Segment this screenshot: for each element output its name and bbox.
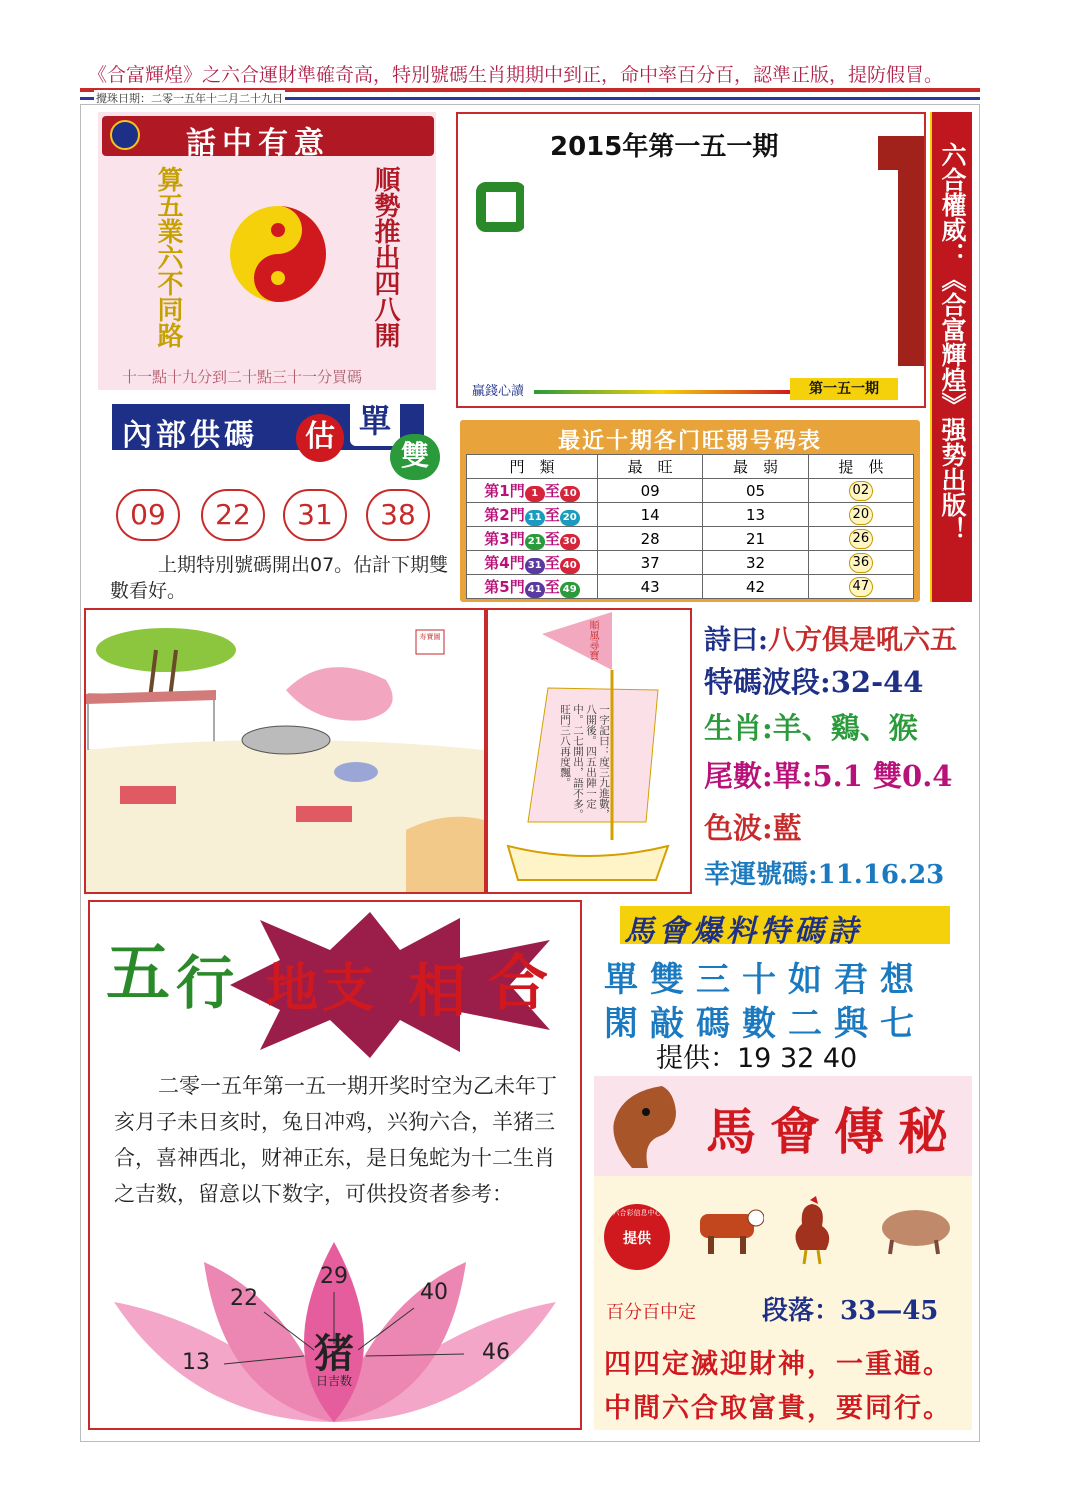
stamp-center: 提供	[623, 1231, 651, 1247]
min-value: 13	[703, 503, 808, 527]
wave-line	[704, 660, 923, 701]
poem-text: 八方俱是吼六五	[767, 625, 957, 656]
draw-date: 攪珠日期：二零一五年十二月二十九日	[96, 92, 283, 105]
secret-box	[594, 1076, 972, 1430]
color-line	[704, 806, 802, 847]
horse-poem-provide-line	[656, 1036, 857, 1075]
inner-code-note: 上期特別號碼開出07。估計下期雙數看好。	[110, 554, 449, 602]
hot-cold-table-box	[460, 420, 920, 602]
lotus-number: 46	[482, 1340, 510, 1365]
lucky-label: 幸運號碼:	[704, 860, 818, 890]
lotus-center: 猪	[314, 1330, 354, 1377]
segment-line	[762, 1290, 938, 1327]
tag-shuang: 雙	[390, 434, 440, 480]
wuxing-t5: 合	[488, 949, 548, 1019]
issue-rule	[534, 390, 790, 394]
side-banner-text: 六合權威：《合富輝煌》强势出版！	[938, 142, 967, 542]
secret-line2: 中間六合取富貴，要同行。	[604, 1393, 952, 1424]
range-start: 11	[525, 510, 545, 526]
door-label: 第1門	[484, 481, 525, 500]
min-value: 32	[703, 551, 808, 575]
horse-poem-box	[590, 900, 972, 1074]
table-header: 最 旺	[598, 455, 703, 479]
range-to: 至	[544, 505, 560, 524]
table-row	[467, 575, 914, 599]
color-value: 藍	[772, 811, 802, 845]
wuxing-box	[88, 900, 582, 1430]
table-row	[467, 527, 914, 551]
wuxing-paragraph: 二零一五年第一五一期开奖时空为乙未年丁亥月子未日亥时，兔日冲鸡，兴狗六合，羊猪三合，喜神西北，财神正东，是日兔蛇为十二生肖之吉数，留意以下数字，可供投资者参考：	[114, 1074, 557, 1206]
min-value: 05	[703, 479, 808, 503]
issue-sub-left: 贏錢心讀	[472, 384, 525, 399]
door-label: 第4門	[484, 553, 525, 572]
max-value: 43	[598, 575, 703, 599]
segment-value: 33—45	[840, 1296, 939, 1326]
range-to: 至	[544, 481, 560, 500]
max-value: 37	[598, 551, 703, 575]
lotus-number: 40	[420, 1280, 448, 1305]
number-ball: 31	[283, 489, 347, 541]
table-header: 提 供	[808, 455, 913, 479]
provide-value: 36	[849, 553, 873, 573]
sail-poem: 一字記曰：度三九進數，八開後。四五出陣一定中。二七開出，語不多。旺門三八再度飄。	[559, 704, 610, 820]
poem-line	[704, 618, 957, 657]
landscape-illustration	[86, 610, 484, 892]
provide-value: 20	[849, 505, 873, 525]
range-end: 10	[560, 486, 580, 502]
wuxing-t4: 相	[408, 957, 467, 1025]
horse-poem-line1: 單雙三十如君想	[604, 960, 926, 1000]
table-header-row	[467, 455, 914, 479]
scene-box	[84, 608, 486, 894]
lucky-line	[704, 854, 944, 891]
range-start: 21	[525, 534, 545, 550]
ox-icon	[694, 1198, 764, 1258]
tag-dan: 單	[350, 398, 400, 446]
wuxing-t3: 地支	[266, 958, 379, 1019]
table-row	[467, 503, 914, 527]
hot-cold-table	[466, 454, 914, 599]
inner-code-title: 內部供碼	[122, 418, 258, 453]
header-slogan: 《合富輝煌》之六合運財準確奇高，特別號碼生肖期期中到正，命中率百分百，認準正版，提防假冒。	[88, 64, 944, 86]
issue-box	[456, 112, 926, 408]
hint-title: 話中有意	[186, 126, 330, 161]
lotus-number: 13	[182, 1350, 210, 1375]
min-value: 42	[703, 575, 808, 599]
range-end: 20	[560, 510, 580, 526]
scene-badge: 寿寶圖	[419, 633, 441, 641]
tail-label: 尾數:	[704, 759, 773, 793]
range-to: 至	[544, 529, 560, 548]
wave-label: 特碼波段:	[704, 665, 831, 699]
number-ball: 22	[201, 489, 265, 541]
tail-odd: 5.1	[812, 759, 863, 793]
zodiac-label: 生肖:	[704, 711, 773, 745]
wuxing-t1: 五	[106, 936, 170, 1011]
table-row	[467, 551, 914, 575]
tail-odd-label: 單:	[772, 759, 813, 793]
secret-sure: 百分百中定	[606, 1302, 696, 1323]
range-end: 49	[560, 582, 580, 598]
horse-head-icon	[602, 1082, 682, 1172]
lotus-number: 22	[230, 1286, 258, 1311]
logo-icon	[110, 120, 140, 150]
sail-flag-text: 順風尋寶	[587, 620, 598, 660]
stamp	[604, 1204, 670, 1270]
range-to: 至	[544, 553, 560, 572]
hint-footer: 十一點十九分到二十點三十一分買碼	[122, 368, 363, 386]
tag-gu: 估	[296, 414, 344, 462]
segment-label: 段落：	[762, 1296, 841, 1326]
max-value: 28	[598, 527, 703, 551]
zodiac-value: 羊、鷄、猴	[772, 711, 918, 745]
issue-sub-right: 第一五一期	[790, 378, 898, 400]
table-header: 最 弱	[703, 455, 808, 479]
number-ball: 38	[366, 489, 430, 541]
secret-title: 馬會傳秘	[706, 1102, 962, 1161]
lucky-value: 11.16.23	[817, 860, 945, 890]
hint-box	[98, 112, 436, 390]
table-header: 門 類	[467, 455, 598, 479]
range-end: 40	[560, 558, 580, 574]
range-start: 1	[525, 486, 545, 502]
min-value: 21	[703, 527, 808, 551]
horse-poem-line2: 閑敲碼數二與七	[604, 1004, 926, 1044]
stamp-ring-text: 六合彩信息中心	[612, 1209, 662, 1217]
hint-right-verse: 順勢推出四八開	[370, 166, 400, 348]
lotus-number: 29	[320, 1264, 348, 1289]
info-box	[692, 608, 972, 894]
range-start: 41	[525, 582, 545, 598]
rooster-icon	[782, 1194, 842, 1266]
max-value: 09	[598, 479, 703, 503]
issue-redacted-block	[524, 170, 898, 366]
poem-label: 詩曰:	[704, 625, 768, 656]
sail-box	[486, 608, 692, 894]
secret-line1: 四四定滅迎財神，一重通。	[604, 1349, 952, 1380]
lotus-center-sub: 日吉数	[316, 1374, 353, 1388]
provide-value: 19 32 40	[737, 1043, 858, 1074]
provide-label: 提供：	[656, 1043, 737, 1074]
horse-poem-title: 馬會爆料特碼詩	[624, 914, 862, 949]
door-label: 第3門	[484, 529, 525, 548]
hint-left-verse: 算五業六不同路	[153, 166, 183, 348]
tail-line	[704, 754, 952, 795]
issue-decoration-green	[476, 182, 526, 232]
yin-yang-icon	[228, 204, 328, 304]
provide-value: 02	[849, 481, 873, 501]
color-label: 色波:	[704, 811, 773, 845]
issue-title: 2015年第一五一期	[550, 132, 779, 162]
pig-icon	[876, 1204, 956, 1256]
range-start: 31	[525, 558, 545, 574]
side-banner	[930, 112, 972, 602]
door-label: 第2門	[484, 505, 525, 524]
door-label: 第5門	[484, 577, 525, 596]
provide-value: 47	[849, 577, 873, 597]
provide-value: 26	[849, 529, 873, 549]
range-to: 至	[544, 577, 560, 596]
tail-even: 0.4	[902, 759, 953, 793]
max-value: 14	[598, 503, 703, 527]
number-ball: 09	[116, 489, 180, 541]
wave-value: 32-44	[830, 665, 924, 699]
table-title: 最近十期各门旺弱号码表	[557, 429, 822, 454]
zodiac-line	[704, 706, 918, 747]
tail-even-label: 雙	[873, 759, 903, 793]
table-row	[467, 479, 914, 503]
range-end: 30	[560, 534, 580, 550]
wuxing-t2: 行	[176, 949, 235, 1017]
